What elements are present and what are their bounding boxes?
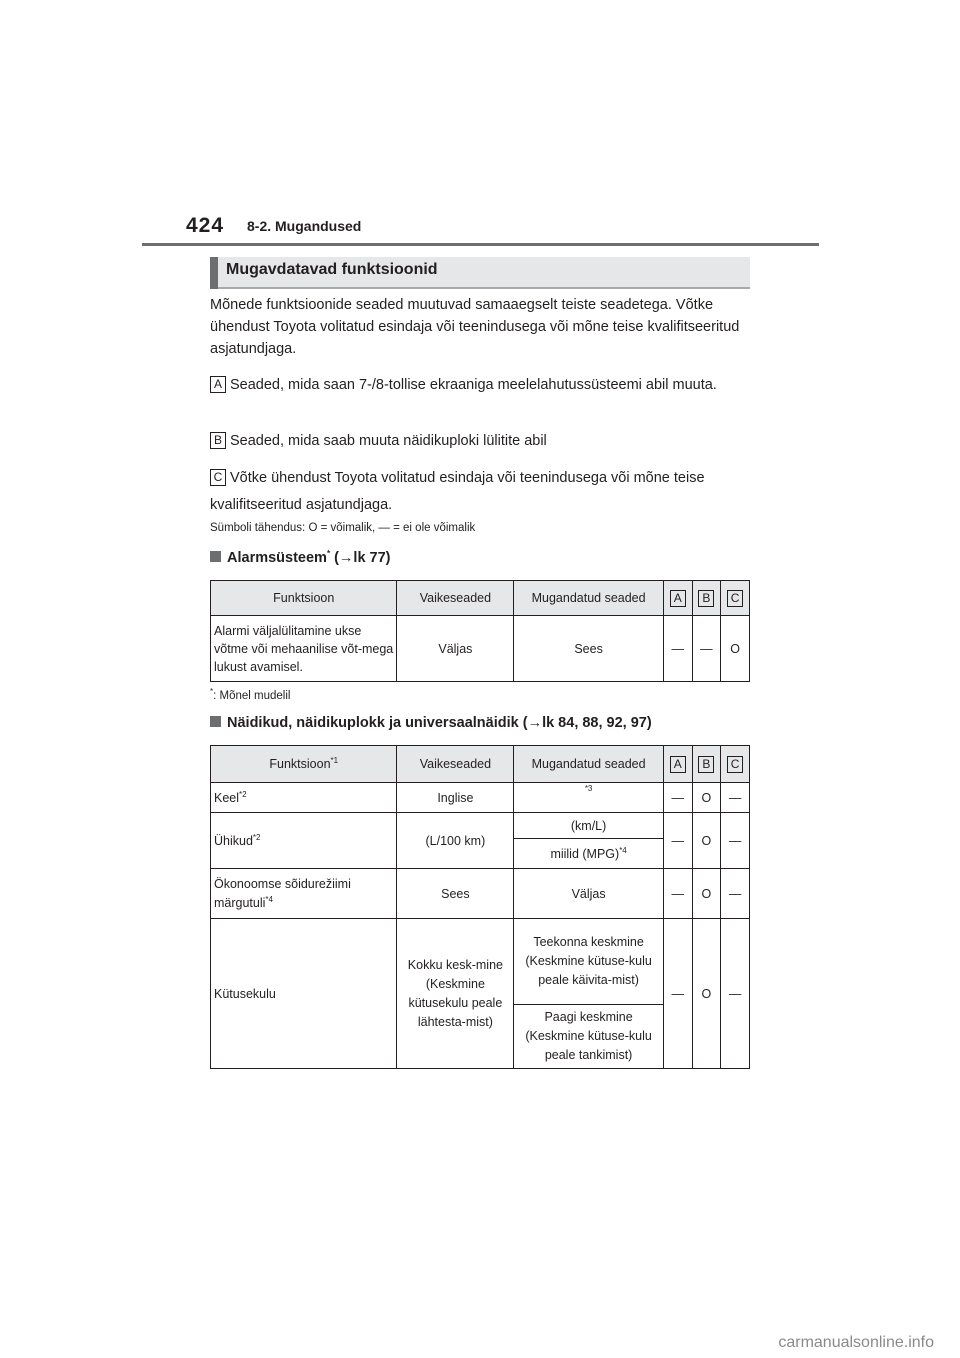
cell-function bbox=[211, 869, 397, 919]
cell-custom bbox=[514, 783, 664, 813]
badge-b: B bbox=[698, 590, 714, 607]
cell-custom: Teekonna keskmine (Keskmine kütuse-kulu peale käivita-mist) bbox=[514, 919, 664, 1005]
cell-custom: Väljas bbox=[514, 869, 664, 919]
title-bar bbox=[210, 257, 750, 289]
cell-function: Kütusekulu bbox=[211, 919, 397, 1069]
keel-custom-sup: *3 bbox=[584, 783, 593, 793]
alarm-heading-sup: * bbox=[326, 549, 331, 559]
legend-a bbox=[210, 372, 770, 399]
col-function: Funktsioon bbox=[211, 581, 397, 616]
cell-c: — bbox=[721, 783, 750, 813]
cell-a: — bbox=[663, 616, 692, 682]
col-a bbox=[663, 746, 692, 783]
uhikud-label: Ühikud bbox=[214, 833, 253, 848]
watermark: carmanualsonline.info bbox=[778, 1334, 934, 1351]
footnote-text: : Mõnel mudelil bbox=[213, 690, 291, 702]
section-title: 8-2. Mugandused bbox=[247, 218, 362, 234]
uhikud-custom2-sup: *4 bbox=[619, 845, 627, 855]
col-function-label: Funktsioon bbox=[269, 757, 331, 771]
uhikud-custom2: miilid (MPG) bbox=[550, 846, 620, 861]
alarm-heading-ref: (→lk 77) bbox=[334, 550, 391, 566]
col-default: Vaikeseaded bbox=[397, 581, 514, 616]
uhikud-sup: *2 bbox=[252, 832, 261, 842]
col-custom: Mugandatud seaded bbox=[514, 581, 664, 616]
col-default: Vaikeseaded bbox=[397, 746, 514, 783]
col-custom: Mugandatud seaded bbox=[514, 746, 664, 783]
cell-default: Väljas bbox=[397, 616, 514, 682]
bullet-square bbox=[210, 716, 221, 727]
badge-c: C bbox=[727, 590, 743, 607]
cell-default: Kokku kesk-mine (Keskmine kütusekulu peale lähtesta-mist) bbox=[397, 919, 514, 1069]
cell-b: — bbox=[692, 616, 721, 682]
bullet-square bbox=[210, 551, 221, 562]
col-a bbox=[663, 581, 692, 616]
okonoomne-label-2: märgutuli bbox=[214, 895, 266, 910]
legend-b-text: Seaded, mida saab muuta näidikuploki lülitite abil bbox=[230, 433, 547, 449]
legend-b bbox=[210, 430, 770, 452]
badge-c: C bbox=[210, 469, 226, 486]
cell-a: — bbox=[663, 783, 692, 813]
page-title: Mugavdatavad funktsioonid bbox=[226, 261, 438, 278]
badge-a: A bbox=[670, 590, 686, 607]
cell-b: O bbox=[692, 813, 721, 869]
col-b bbox=[692, 581, 721, 616]
header-rule bbox=[142, 243, 819, 246]
cell-function: Alarmi väljalülitamine ukse võtme või mehaanilise võt-mega lukust avamisel. bbox=[211, 616, 397, 682]
table-row bbox=[211, 919, 750, 1005]
cell-default: (L/100 km) bbox=[397, 813, 514, 869]
badge-a: A bbox=[670, 756, 686, 773]
col-b bbox=[692, 746, 721, 783]
cell-custom: Paagi keskmine (Keskmine kütuse-kulu peale tankimist) bbox=[514, 1005, 664, 1069]
keel-sup: *2 bbox=[239, 789, 247, 799]
legend-c bbox=[210, 465, 770, 519]
cell-b: O bbox=[692, 783, 721, 813]
cell-default: Inglise bbox=[397, 783, 514, 813]
table-header-row bbox=[211, 581, 750, 616]
cell-b: O bbox=[692, 919, 721, 1069]
cell-default: Sees bbox=[397, 869, 514, 919]
alarm-table bbox=[210, 580, 750, 682]
col-c bbox=[721, 746, 750, 783]
table-row bbox=[211, 616, 750, 682]
cell-b: O bbox=[692, 869, 721, 919]
badge-c: C bbox=[727, 756, 743, 773]
cell-c: — bbox=[721, 813, 750, 869]
page-number: 424 bbox=[186, 214, 225, 237]
cell-function bbox=[211, 813, 397, 869]
gauges-heading-ref: (→lk 84, 88, 92, 97) bbox=[522, 715, 652, 731]
cell-custom: (km/L) bbox=[514, 813, 664, 839]
badge-b: B bbox=[698, 756, 714, 773]
col-function bbox=[211, 746, 397, 783]
cell-custom bbox=[514, 839, 664, 869]
intro-paragraph: Mõnede funktsioonide seaded muutuvad samaaegselt teiste seadetega. Võtke ühendust Toyota volitatud esindaja või teenindusega või mõne teise kvalifitseeritud asjatundjaga. bbox=[210, 297, 740, 357]
badge-b: B bbox=[210, 432, 226, 449]
title-accent bbox=[210, 257, 218, 289]
alarm-heading bbox=[210, 550, 391, 566]
legend-c-text: Võtke ühendust Toyota volitatud esindaja või teenindusega või mõne teise kvalifitseeritud asjatundjaga. bbox=[210, 470, 705, 513]
okonoomne-sup: *4 bbox=[265, 894, 273, 904]
cell-custom: Sees bbox=[514, 616, 664, 682]
cell-a: — bbox=[663, 919, 692, 1069]
alarm-footnote bbox=[210, 687, 291, 702]
cell-a: — bbox=[663, 813, 692, 869]
badge-a: A bbox=[210, 376, 226, 393]
col-c bbox=[721, 581, 750, 616]
okonoomne-label-1: Ökonoomse sõidurežiimi bbox=[214, 876, 351, 891]
table-row bbox=[211, 783, 750, 813]
legend-a-text: Seaded, mida saan 7-/8-tollise ekraaniga meelelahutussüsteemi abil muuta. bbox=[230, 377, 717, 393]
table-header-row bbox=[211, 746, 750, 783]
gauges-table bbox=[210, 745, 750, 1069]
col-function-sup: *1 bbox=[330, 755, 339, 765]
gauges-heading bbox=[210, 715, 652, 731]
keel-label: Keel bbox=[214, 790, 240, 805]
cell-function bbox=[211, 783, 397, 813]
cell-c: — bbox=[721, 869, 750, 919]
cell-c: O bbox=[721, 616, 750, 682]
gauges-heading-text: Näidikud, näidikuplokk ja universaalnäidik bbox=[227, 715, 519, 731]
footnote-mark: * bbox=[210, 687, 214, 697]
table-row bbox=[211, 869, 750, 919]
table-row bbox=[211, 813, 750, 839]
cell-c: — bbox=[721, 919, 750, 1069]
symbol-note: Sümboli tähendus: O = võimalik, — = ei ole võimalik bbox=[210, 522, 476, 534]
cell-a: — bbox=[663, 869, 692, 919]
alarm-heading-text: Alarmsüsteem bbox=[227, 550, 327, 566]
